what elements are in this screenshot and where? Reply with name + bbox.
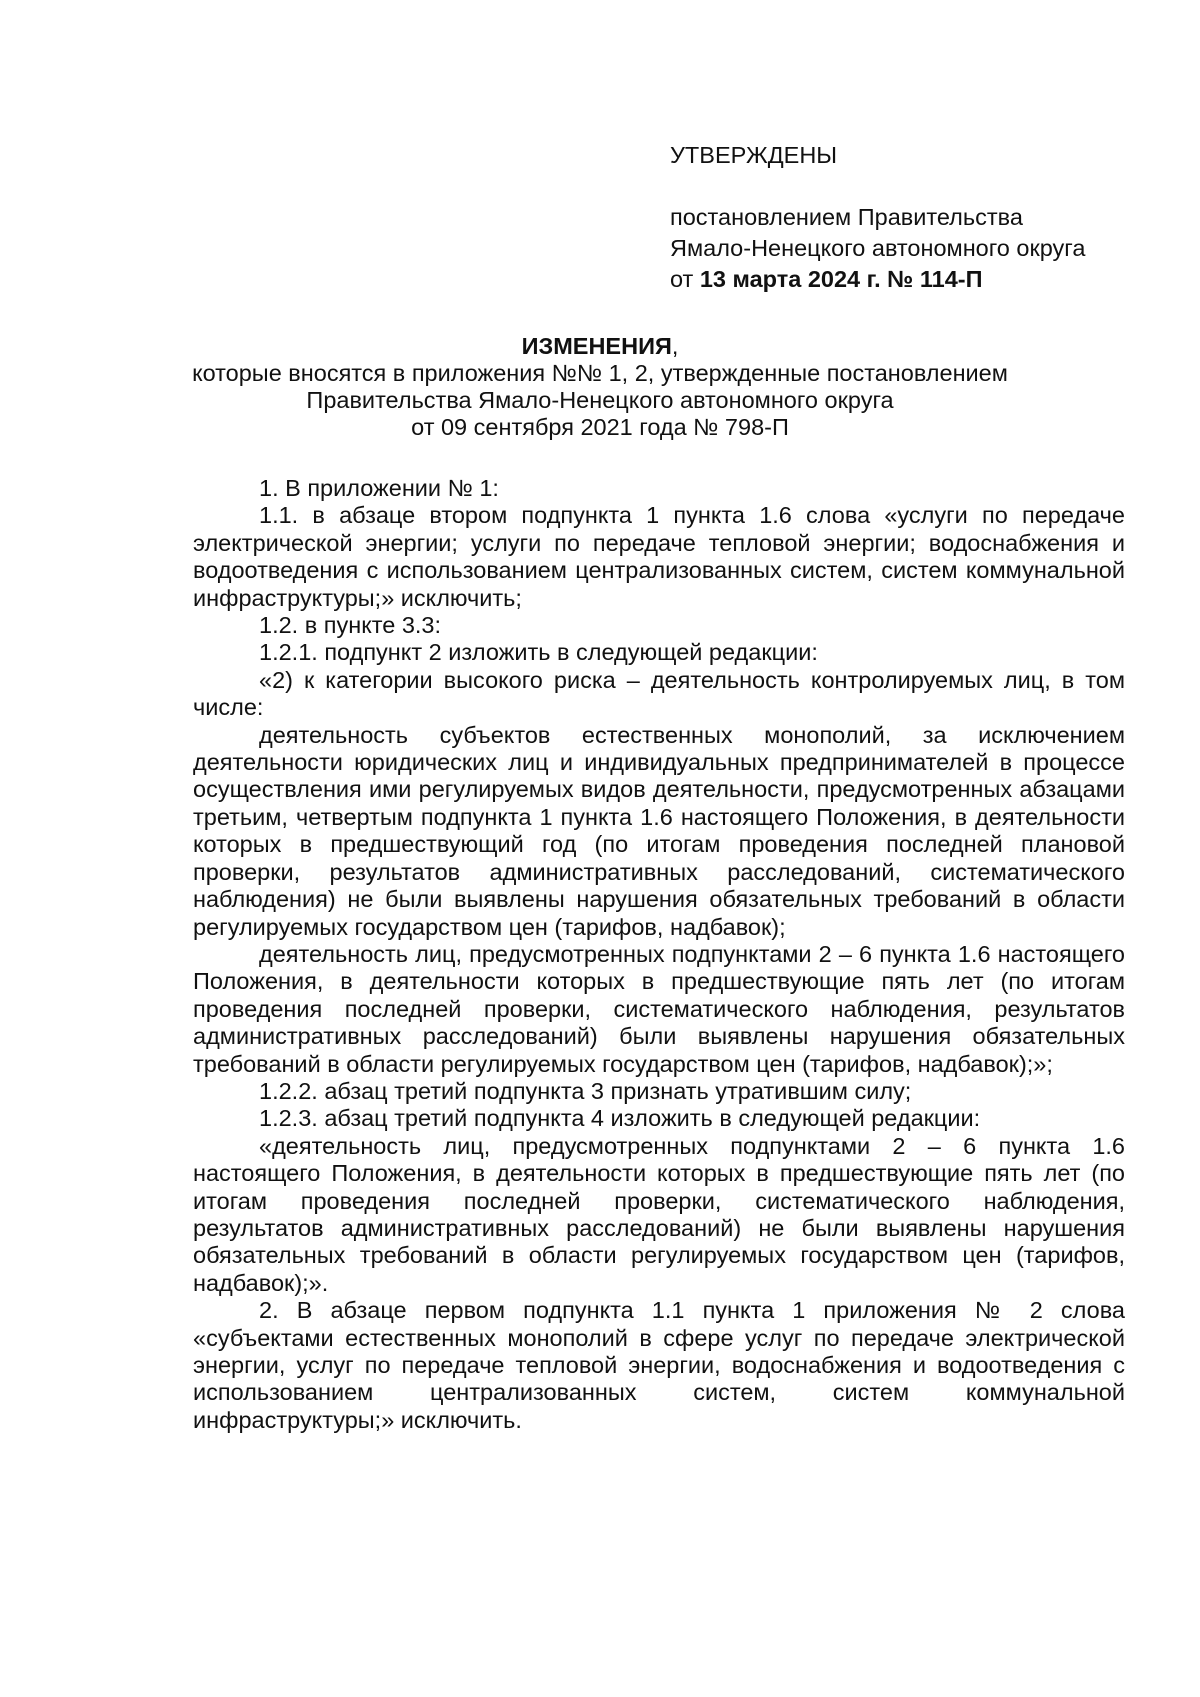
paragraph: деятельность субъектов естественных монополий, за исключением деятельности юридических лиц и индивидуальных предпринимателей в процессе осуществления ими регулируемых видов деятельности, предусмотренных абзацами третьим, четвертым подпункта 1 пункта 1.6 настоящего Положения, в деятельности которых в предшествующий год (по итогам проведения последней плановой проверки, результатов административных расследований, систематического наблюдения) не были выявлены нарушения обязательных требований в области регулируемых государством цен (тарифов, надбавок); bbox=[193, 721, 1125, 940]
paragraph: 1.2. в пункте 3.3: bbox=[259, 612, 442, 639]
document-subtitle-line-1: которые вносятся в приложения №№ 1, 2, утвержденные постановлением bbox=[192, 360, 1008, 386]
paragraph: «деятельность лиц, предусмотренных подпунктами 2 – 6 пункта 1.6 настоящего Положения, в деятельности которых в предшествующие пять лет (по итогам проведения последней проверки, систематического наблюдения, результатов административных расследований) не были выявлены нарушения обязательных требований в области регулируемых государством цен (тарифов, надбавок);». bbox=[193, 1132, 1125, 1296]
approval-date-line bbox=[670, 264, 1170, 295]
document-title-block bbox=[160, 333, 1040, 441]
document-subtitle-line-3: от 09 сентября 2021 года № 798-П bbox=[411, 414, 789, 440]
approval-date-prefix: от bbox=[670, 266, 694, 292]
paragraph: «2) к категории высокого риска – деятельность контролируемых лиц, в том числе: bbox=[193, 666, 1125, 721]
approval-line-2: Ямало-Ненецкого автономного округа bbox=[670, 235, 1086, 261]
document-title-suffix: , bbox=[671, 333, 679, 359]
paragraph: деятельность лиц, предусмотренных подпунктами 2 – 6 пункта 1.6 настоящего Положения, в деятельности которых в предшествующие пять лет (по итогам проведения последней проверки, систематического наблюдения, результатов административных расследований) были выявлены нарушения обязательных требований в области регулируемых государством цен (тарифов, надбавок);»; bbox=[193, 940, 1125, 1077]
paragraph: 1.1. в абзаце втором подпункта 1 пункта 1.6 слова «услуги по передаче электрической энергии; услуги по передаче тепловой энергии; водоснабжения и водоотведения с использованием централизованных систем, систем коммунальной инфраструктуры;» исключить; bbox=[193, 502, 1125, 611]
approval-line-1: постановлением Правительства bbox=[670, 204, 1023, 230]
document-body bbox=[193, 475, 1125, 1434]
approval-block bbox=[670, 140, 1170, 295]
paragraph: 1.2.3. абзац третий подпункта 4 изложить в следующей редакции: bbox=[259, 1105, 981, 1132]
paragraph: 2. В абзаце первом подпункта 1.1 пункта 1 приложения № 2 слова «субъектами естественных монополий в сфере услуг по передаче электрической энергии, услуг по передаче тепловой энергии, водоснабжения и водоотведения с использованием централизованных систем, систем коммунальной инфраструктуры;» исключить. bbox=[193, 1297, 1125, 1433]
document-subtitle-line-2: Правительства Ямало-Ненецкого автономного округа bbox=[306, 387, 894, 413]
paragraph: 1.2.2. абзац третий подпункта 3 признать утратившим силу; bbox=[259, 1077, 912, 1104]
document-title-main: ИЗМЕНЕНИЯ bbox=[521, 333, 672, 359]
approval-date-value: 13 марта 2024 г. № 114-П bbox=[699, 266, 983, 292]
document-title bbox=[160, 333, 1040, 360]
approval-heading: УТВЕРЖДЕНЫ bbox=[670, 142, 838, 168]
paragraph: 1.2.1. подпункт 2 изложить в следующей редакции: bbox=[259, 639, 818, 666]
paragraph: 1. В приложении № 1: bbox=[259, 475, 499, 501]
